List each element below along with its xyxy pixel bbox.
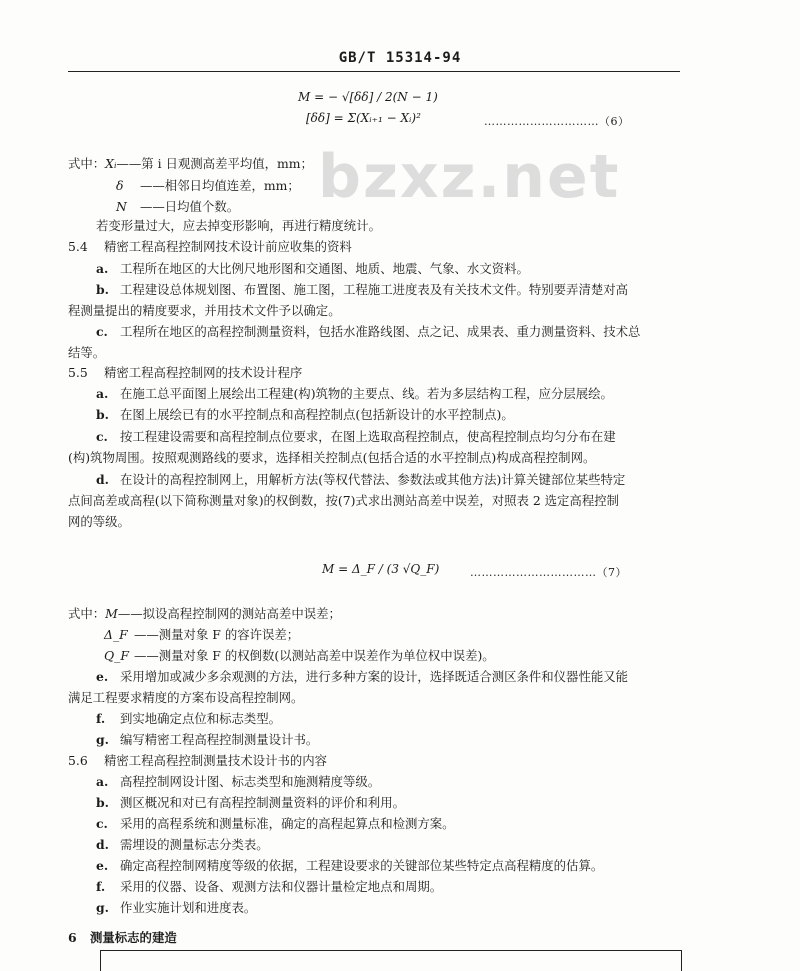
def-m-symbol: M	[105, 606, 118, 621]
item-letter: d.	[96, 472, 109, 487]
item-text: 编写精密工程高程控制测量设计书。	[120, 732, 319, 747]
def-delta-text: ——相邻日均值连差，mm；	[140, 178, 300, 193]
item-letter: c.	[96, 324, 108, 339]
def-n-symbol: N	[116, 199, 127, 214]
list-item	[96, 406, 514, 424]
def-lead: 式中：	[68, 606, 106, 621]
def-x-symbol: Xᵢ	[105, 156, 117, 171]
list-item-continuation: (构)筑物周围。按照观测路线的要求，选择相关控制点(包括合适的水平控制点)构成高程控制网。	[68, 450, 596, 465]
item-text: 采用的高程系统和测量标准，确定的高程起算点和检测方案。	[120, 816, 455, 831]
list-item	[96, 899, 256, 917]
item-text: 测区概况和对已有高程控制测量资料的评价和利用。	[120, 795, 405, 810]
def-qf-text: ——测量对象 F 的权倒数(以测站高差中误差作为单位权中误差)。	[134, 648, 495, 663]
formula-6-number: …………………………（6）	[484, 115, 630, 128]
header-rule	[68, 71, 680, 72]
formula-7-number: ……………………………（7）	[470, 566, 627, 579]
section-number: 5.4	[68, 239, 88, 254]
list-item-continuation: 满足工程要求精度的方案布设高程控制网。	[68, 690, 304, 705]
item-text: 高程控制网设计图、标志类型和施测精度等级。	[120, 774, 381, 789]
list-item	[96, 815, 455, 833]
item-text: 需埋设的测量标志分类表。	[120, 837, 269, 852]
list-item	[96, 668, 628, 686]
standard-code: GB/T 15314-94	[338, 50, 462, 66]
list-item	[96, 710, 281, 728]
item-letter: f.	[96, 879, 106, 894]
formula-6-line1: M = − √[δδ] / 2(N − 1)	[298, 90, 438, 104]
item-letter: e.	[96, 669, 109, 684]
def-delta	[116, 177, 300, 195]
section-5-4-heading	[68, 238, 352, 256]
item-letter: c.	[96, 429, 108, 444]
list-item-continuation: 点间高差或高程(以下简称测量对象)的权倒数，按(7)式求出测站高差中误差，对照表 2 选定高程控制	[68, 493, 619, 508]
list-item	[96, 385, 613, 403]
item-text: 在设计的高程控制网上，用解析方法(等权代替法、参数法或其他方法)计算关键部位某些特定	[120, 472, 626, 487]
list-item	[96, 428, 616, 446]
def-df	[104, 626, 299, 644]
list-item	[96, 323, 640, 341]
item-text: 确定高程控制网精度等级的依据，工程建设要求的关键部位某些特定点高程精度的估算。	[120, 858, 604, 873]
item-letter: c.	[96, 816, 108, 831]
watermark: bzxz.net	[318, 142, 621, 212]
item-letter: a.	[96, 386, 109, 401]
section-number: 6	[68, 930, 77, 945]
item-text: 工程建设总体规划图、布置图、施工图，工程施工进度表及有关技术文件。特别要弄清楚对高	[120, 282, 629, 297]
list-item	[96, 857, 603, 875]
table-frame-top	[100, 950, 682, 971]
section-5-5-heading	[68, 364, 302, 382]
section-title: 精密工程高程控制网的技术设计程序	[104, 365, 303, 380]
section-title: 精密工程高程控制测量技术设计书的内容	[104, 753, 328, 768]
def-qf	[104, 647, 495, 665]
list-item	[96, 731, 318, 749]
def-lead: 式中：	[68, 156, 106, 171]
list-item	[96, 836, 269, 854]
list-item-continuation: 网的等级。	[68, 514, 130, 529]
list-item-continuation: 程测量提出的精度要求，并用技术文件予以确定。	[68, 303, 341, 318]
item-text: 在图上展绘已有的水平控制点和高程控制点(包括新设计的水平控制点)。	[120, 407, 514, 422]
def-df-symbol: Δ_F	[104, 627, 128, 642]
item-letter: e.	[96, 858, 109, 873]
def-qf-symbol: Q_F	[104, 648, 129, 663]
section-number: 5.5	[68, 365, 88, 380]
section-title: 测量标志的建造	[90, 930, 177, 945]
item-text: 按工程建设需要和高程控制点位要求，在图上选取高程控制点，使高程控制点均匀分布在建	[120, 429, 616, 444]
item-text: 到实地确定点位和标志类型。	[120, 711, 282, 726]
list-item	[96, 794, 405, 812]
list-item	[96, 471, 625, 489]
def-delta-symbol: δ	[116, 178, 124, 193]
item-text: 作业实施计划和进度表。	[120, 900, 257, 915]
item-letter: f.	[96, 711, 106, 726]
formula-7: M = Δ_F / (3 √Q_F)	[322, 562, 440, 576]
list-item	[96, 260, 529, 278]
list-item	[96, 281, 628, 299]
item-letter: b.	[96, 407, 109, 422]
item-text: 工程所在地区的高程控制测量资料，包括水准路线图、点之记、成果表、重力测量资料、技术总	[120, 324, 641, 339]
item-letter: a.	[96, 261, 109, 276]
section-6-heading	[68, 929, 177, 947]
def-df-text: ——测量对象 F 的容许误差；	[134, 627, 300, 642]
item-text: 工程所在地区的大比例尺地形图和交通图、地质、地震、气象、水文资料。	[120, 261, 529, 276]
def-m	[68, 605, 341, 623]
def-n	[116, 198, 239, 216]
section-5-6-heading	[68, 752, 327, 770]
def-n-text: ——日均值个数。	[140, 199, 240, 214]
item-text: 采用增加或减少多余观测的方法，进行多种方案的设计，选择既适合测区条件和仪器性能又能	[120, 669, 629, 684]
item-letter: d.	[96, 837, 109, 852]
item-text: 采用的仪器、设备、观测方法和仪器计量检定地点和周期。	[120, 879, 443, 894]
list-item	[96, 878, 442, 896]
item-letter: g.	[96, 900, 109, 915]
def-m-text: ——拟设高程控制网的测站高差中误差；	[117, 606, 341, 621]
item-letter: g.	[96, 732, 109, 747]
item-text: 在施工总平面图上展绘出工程建(构)筑物的主要点、线。若为多层结构工程，应分层展绘。	[120, 386, 613, 401]
item-letter: b.	[96, 282, 109, 297]
item-letter: a.	[96, 774, 109, 789]
formula-6-line2: [δδ] = Σ(Xᵢ₊₁ − Xᵢ)²	[306, 111, 421, 125]
def-note: 若变形量过大，应去掉变形影响，再进行精度统计。	[96, 218, 381, 233]
def-x	[68, 155, 313, 173]
def-x-text: ——第 i 日观测高差平均值，mm；	[116, 156, 313, 171]
section-number: 5.6	[68, 753, 88, 768]
list-item	[96, 773, 380, 791]
list-item-continuation: 结等。	[68, 345, 106, 360]
item-letter: b.	[96, 795, 109, 810]
section-title: 精密工程高程控制网技术设计前应收集的资料	[104, 239, 352, 254]
